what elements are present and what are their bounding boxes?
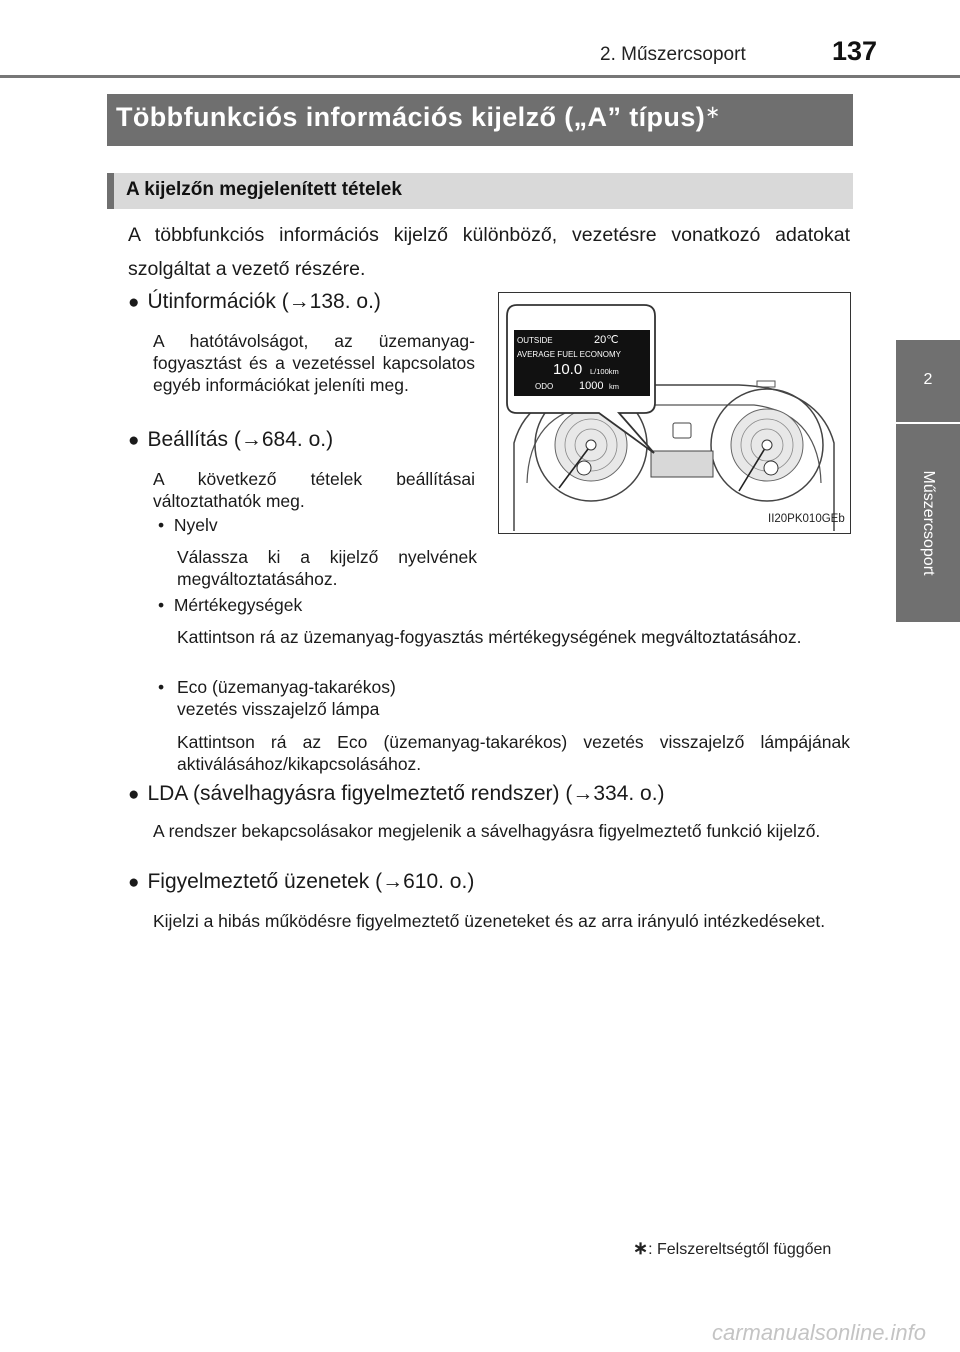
bullet-dot-icon: ● <box>128 430 140 451</box>
instrument-cluster-illustration <box>499 293 849 532</box>
display-afe-unit: L/100km <box>590 367 619 376</box>
bullet-description: Kijelzi a hibás működésre figyelmeztető üzeneteket és az arra irányuló intézkedéseket. <box>153 911 826 931</box>
bullet-dot-icon: ● <box>128 292 140 313</box>
chapter-tab-number: 2 <box>896 340 960 422</box>
display-odo-value: 1000 <box>579 380 604 392</box>
bullet-settings <box>128 428 333 452</box>
list-bullet: • <box>158 515 174 535</box>
title-footnote-mark: ∗ <box>705 102 721 122</box>
running-header-chapter: 2. Műszercsoport <box>600 44 746 65</box>
instrument-cluster-figure <box>498 292 851 534</box>
footnote <box>633 1238 831 1259</box>
figure-code: II20PK010GEb <box>768 513 845 525</box>
page-title-text: Többfunkciós információs kijelző („A” típus) <box>116 102 706 132</box>
section-heading: A kijelzőn megjelenített tételek <box>126 179 402 200</box>
settings-item-name: Eco (üzemanyag-takarékos) vezetés visszajelző lámpa <box>177 677 396 719</box>
chapter-tab-label <box>896 424 960 622</box>
bullet-label: Figyelmeztető üzenetek (→610. o.) <box>147 870 475 893</box>
settings-item-units <box>158 595 302 616</box>
settings-item-description: Válassza ki a kijelző nyelvének megváltoztatásához. <box>177 547 477 589</box>
bullet-trip-info <box>128 290 381 314</box>
watermark: carmanualsonline.info <box>712 1320 927 1345</box>
bullet-description: A következő tételek beállításai változtathatók meg. <box>153 469 475 511</box>
settings-item-language <box>158 515 218 536</box>
list-bullet: • <box>158 677 165 697</box>
intro-paragraph: A többfunkciós információs kijelző különböző, vezetésre vonatkozó adatokat szolgáltat a vezető részére. <box>128 224 850 280</box>
bullet-label: LDA (sávelhagyásra figyelmeztető rendszer) (→334. o.) <box>147 782 665 805</box>
footnote-star: ∗ <box>633 1238 649 1258</box>
settings-item-description: Kattintson rá az üzemanyag-fogyasztás mértékegységének megváltoztatásához. <box>177 627 802 647</box>
display-odo-label: ODO <box>535 382 554 391</box>
display-odo-unit: km <box>609 382 619 391</box>
settings-item-name: Nyelv <box>173 515 218 535</box>
bullet-dot-icon: ● <box>128 784 140 805</box>
tachometer-gauge <box>711 389 823 501</box>
section-heading-accent <box>107 173 114 209</box>
bullet-description: A rendszer bekapcsolásakor megjelenik a sávelhagyásra figyelmeztető funkció kijelző. <box>153 821 821 841</box>
bullet-lda <box>128 782 665 806</box>
page-title <box>116 102 721 133</box>
display-afe-value: 10.0 <box>553 361 583 378</box>
bullet-dot-icon: ● <box>128 872 140 893</box>
bullet-warning-messages <box>128 870 474 894</box>
bullet-description: A hatótávolságot, az üzemanyag-fogyasztást és a vezetéssel kapcsolatos egyéb információkat jeleníti meg. <box>153 331 475 395</box>
list-bullet: • <box>158 595 174 615</box>
header-rule <box>0 75 960 78</box>
display-outside-value: 20℃ <box>594 334 619 346</box>
bullet-label: Beállítás (→684. o.) <box>147 428 334 451</box>
chapter-tab-label-text: Műszercsoport <box>920 470 937 576</box>
settings-item-eco <box>158 676 448 720</box>
footnote-text: : Felszereltségtől függően <box>648 1241 832 1258</box>
display-outside-label: OUTSIDE <box>517 336 553 345</box>
settings-item-name: Mértékegységek <box>173 595 303 615</box>
display-afe-label: AVERAGE FUEL ECONOMY <box>517 350 622 359</box>
settings-item-description: Kattintson rá az Eco (üzemanyag-takarékos) vezetés visszajelző lámpájának aktiválásához/kikapcsolásához. <box>177 732 850 774</box>
page-number: 137 <box>832 36 878 66</box>
bullet-label: Útinformációk (→138. o.) <box>147 290 381 313</box>
